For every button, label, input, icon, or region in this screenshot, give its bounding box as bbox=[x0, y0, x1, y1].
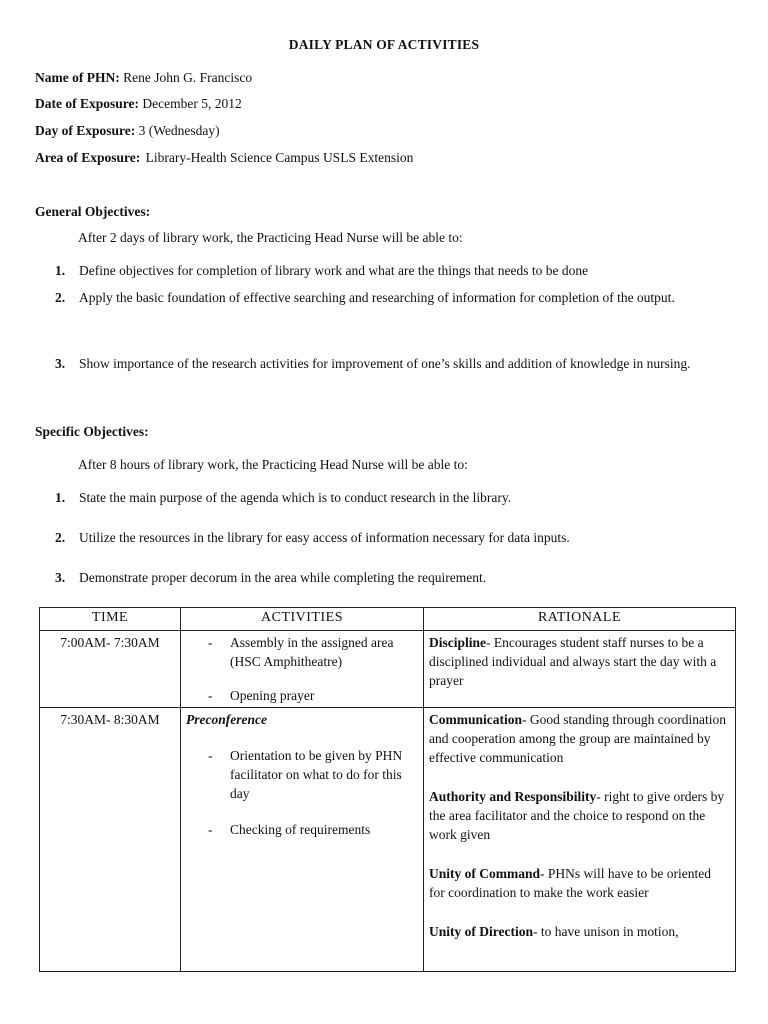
item-text: Demonstrate proper decorum in the area while completing the requirement. bbox=[79, 570, 487, 585]
specific-objectives-heading: Specific Objectives: bbox=[35, 424, 149, 439]
table-row bbox=[40, 708, 736, 972]
table-header-row bbox=[40, 608, 736, 631]
item-number: 2. bbox=[55, 530, 66, 545]
general-objective-item bbox=[55, 257, 725, 284]
specific-objective-item bbox=[55, 524, 725, 551]
rationale-entry bbox=[429, 922, 730, 941]
general-objective-item bbox=[55, 284, 725, 311]
field-name-of-phn bbox=[35, 70, 252, 86]
rationale-term: Unity of Command bbox=[429, 866, 541, 881]
bullet-dash: - bbox=[208, 822, 213, 837]
specific-objective-item bbox=[55, 564, 725, 591]
rationale-entry bbox=[429, 864, 730, 902]
bullet-dash: - bbox=[208, 688, 213, 703]
rationale-text: - to have unison in motion, bbox=[533, 924, 679, 939]
field-value: 3 (Wednesday) bbox=[138, 123, 220, 138]
field-value: December 5, 2012 bbox=[142, 96, 242, 111]
specific-objectives-intro: After 8 hours of library work, the Practicing Head Nurse will be able to: bbox=[78, 457, 468, 472]
item-number: 3. bbox=[55, 356, 66, 371]
activities-cell bbox=[181, 631, 424, 708]
item-text: Show importance of the research activities for improvement of one’s skills and addition of knowledge in nursing. bbox=[79, 356, 691, 371]
field-label: Date of Exposure: bbox=[35, 96, 139, 111]
general-objectives-heading: General Objectives: bbox=[35, 204, 151, 219]
column-header-rationale: RATIONALE bbox=[424, 608, 736, 631]
time-cell: 7:30AM- 8:30AM bbox=[40, 708, 181, 972]
rationale-entry bbox=[429, 633, 730, 690]
activity-heading: Preconference bbox=[186, 712, 267, 727]
activities-table bbox=[39, 607, 736, 972]
activity-text: Assembly in the assigned area (HSC Amphitheatre) bbox=[230, 635, 394, 669]
field-date-of-exposure bbox=[35, 96, 242, 112]
rationale-text: - Good standing through coordination and cooperation among the group are maintained by effective communication bbox=[429, 712, 726, 765]
activity-item bbox=[186, 746, 418, 803]
time-cell: 7:00AM- 7:30AM bbox=[40, 631, 181, 708]
rationale-entry bbox=[429, 710, 730, 767]
rationale-cell bbox=[424, 631, 736, 708]
activity-text: Checking of requirements bbox=[230, 822, 371, 837]
rationale-term: Discipline bbox=[429, 635, 487, 650]
field-label: Day of Exposure: bbox=[35, 123, 136, 138]
field-label: Name of PHN: bbox=[35, 70, 120, 85]
field-label: Area of Exposure: bbox=[35, 150, 141, 165]
field-value: Library-Health Science Campus USLS Extension bbox=[145, 150, 414, 165]
activity-text: Orientation to be given by PHN facilitator on what to do for this day bbox=[230, 748, 403, 801]
rationale-text: - PHNs will have to be oriented for coordination to make the work easier bbox=[429, 866, 711, 900]
item-number: 3. bbox=[55, 570, 66, 585]
column-header-activities: ACTIVITIES bbox=[181, 608, 424, 631]
rationale-cell bbox=[424, 708, 736, 972]
activity-text: Opening prayer bbox=[230, 688, 315, 703]
field-value: Rene John G. Francisco bbox=[123, 70, 253, 85]
item-text: Utilize the resources in the library for easy access of information necessary for data inputs. bbox=[79, 530, 570, 545]
activities-cell bbox=[181, 708, 424, 972]
rationale-text: - Encourages student staff nurses to be a disciplined individual and always start the day with a prayer bbox=[429, 635, 717, 688]
item-text: State the main purpose of the agenda which is to conduct research in the library. bbox=[79, 490, 512, 505]
item-text: Define objectives for completion of library work and what are the things that needs to be done bbox=[79, 263, 589, 278]
bullet-dash: - bbox=[208, 635, 213, 650]
rationale-term: Authority and Responsibility bbox=[429, 789, 597, 804]
item-number: 2. bbox=[55, 290, 66, 305]
document-title: DAILY PLAN OF ACTIVITIES bbox=[288, 37, 480, 52]
bullet-dash: - bbox=[208, 748, 213, 763]
rationale-text: - right to give orders by the area facilitator and the choice to respond on the work given bbox=[429, 789, 725, 842]
item-number: 1. bbox=[55, 263, 66, 278]
field-area-of-exposure bbox=[35, 150, 413, 166]
rationale-term: Communication bbox=[429, 712, 523, 727]
activity-item bbox=[186, 633, 418, 671]
activity-item bbox=[186, 820, 418, 839]
rationale-entry bbox=[429, 787, 730, 844]
field-day-of-exposure bbox=[35, 123, 220, 139]
item-number: 1. bbox=[55, 490, 66, 505]
activity-item bbox=[186, 686, 418, 705]
general-objectives-intro: After 2 days of library work, the Practicing Head Nurse will be able to: bbox=[78, 230, 463, 245]
item-text: Apply the basic foundation of effective searching and researching of information for completion of the output. bbox=[79, 290, 675, 305]
specific-objective-item bbox=[55, 484, 725, 511]
general-objective-item bbox=[55, 350, 725, 377]
rationale-term: Unity of Direction bbox=[429, 924, 533, 939]
table-row bbox=[40, 631, 736, 708]
column-header-time: TIME bbox=[40, 608, 181, 631]
